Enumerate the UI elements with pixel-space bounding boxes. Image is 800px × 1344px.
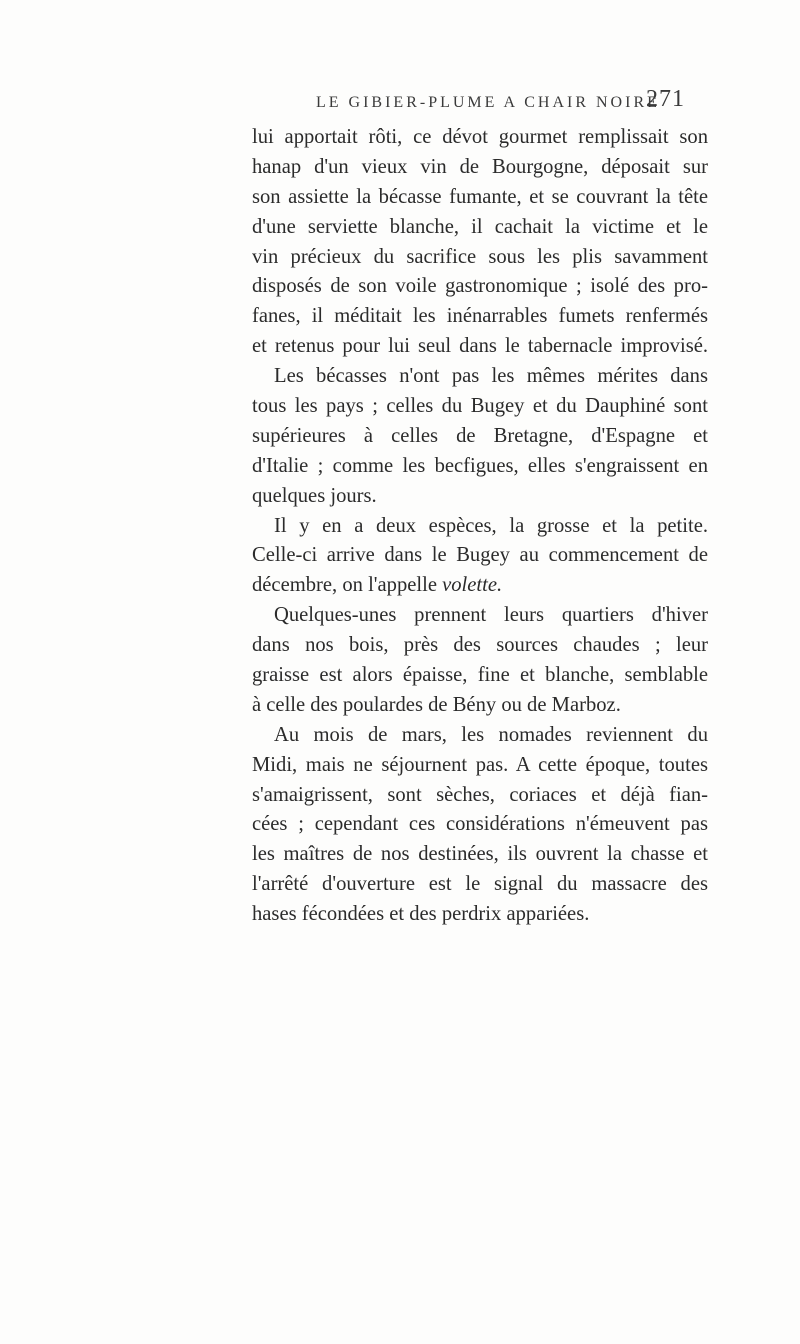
text-line: vin précieux du sacrifice sous les plis savamment: [252, 245, 708, 268]
paragraph-start: Au mois de mars, les nomades reviennent du: [274, 723, 708, 746]
running-head: LE GIBIER-PLUME A CHAIR NOIRE: [316, 94, 660, 111]
text-line: lui apportait rôti, ce dévot gourmet remplissait son: [252, 126, 708, 148]
text-line: s'amaigrissent, sont sèches, coriaces et déjà fian-: [252, 783, 708, 806]
text-line: disposés de son voile gastronomique ; isolé des pro-: [252, 275, 708, 298]
text-line: graisse est alors épaisse, fine et blanche, semblable: [252, 664, 708, 687]
paragraph-start: Quelques-unes prennent leurs quartiers d'hiver: [274, 604, 708, 627]
text-line: Midi, mais ne séjournent pas. A cette époque, toutes: [252, 753, 708, 776]
body-text: [252, 123, 708, 930]
paragraph-start: Il y en a deux espèces, la grosse et la petite.: [274, 514, 708, 537]
text-line: l'arrêté d'ouverture est le signal du massacre des: [252, 873, 708, 896]
text-line: hanap d'un vieux vin de Bourgogne, déposait sur: [252, 155, 708, 178]
text-line: Celle-ci arrive dans le Bugey au commencement de: [252, 544, 708, 567]
page-number: 271: [646, 86, 685, 112]
text-line: les maîtres de nos destinées, ils ouvrent la chasse et: [252, 843, 708, 866]
text-line: d'une serviette blanche, il cachait la victime et le: [252, 215, 708, 238]
text-line: et retenus pour lui seul dans le tabernacle improvisé.: [252, 335, 708, 358]
text-line: tous les pays ; celles du Bugey et du Dauphiné sont: [252, 395, 708, 418]
text-line: dans nos bois, près des sources chaudes ; leur: [252, 634, 708, 657]
paragraph-end-line: [252, 571, 708, 601]
paragraph-start: Les bécasses n'ont pas les mêmes mérites dans: [274, 365, 708, 388]
text-line: son assiette la bécasse fumante, et se couvrant la tête: [252, 185, 708, 208]
text-line: fanes, il méditait les inénarrables fumets renfermés: [252, 305, 708, 328]
italic-term: volette.: [442, 574, 503, 597]
paragraph-end-line: quelques jours.: [252, 484, 377, 507]
text-line: supérieures à celles de Bretagne, d'Espagne et: [252, 424, 708, 447]
text-line: cées ; cependant ces considérations n'émeuvent pas: [252, 813, 708, 836]
text-line: d'Italie ; comme les becfigues, elles s'engraissent en: [252, 454, 708, 477]
paragraph-end-line: hases fécondées et des perdrix appariées.: [252, 903, 590, 926]
text-fragment: décembre, on l'appelle: [252, 574, 437, 597]
paragraph-end-line: à celle des poulardes de Bény ou de Marboz.: [252, 693, 621, 716]
